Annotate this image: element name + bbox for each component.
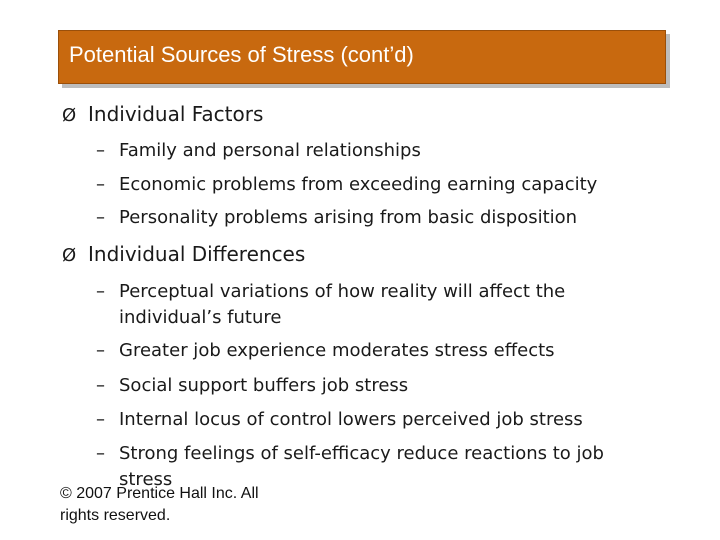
- dash-bullet: –: [96, 281, 105, 302]
- list-item: [96, 338, 656, 364]
- list-item-text: Internal locus of control lowers perceived job stress: [119, 409, 583, 430]
- section-heading-individual-differences: [62, 242, 305, 266]
- list-item-text: Strong feelings of self-efficacy reduce reactions to job stress: [119, 443, 604, 490]
- slide-title: Potential Sources of Stress (cont’d): [69, 42, 414, 67]
- list-item-text: Personality problems arising from basic disposition: [119, 207, 578, 228]
- list-item: [96, 205, 656, 231]
- list-item: [96, 138, 656, 164]
- list-item: [96, 172, 656, 198]
- dash-bullet: –: [96, 443, 105, 464]
- dash-bullet: –: [96, 174, 105, 195]
- list-item: [96, 407, 656, 433]
- list-item-text: Greater job experience moderates stress effects: [119, 340, 555, 361]
- arrow-bullet-icon: Ø: [62, 105, 77, 126]
- section-heading-label: Individual Differences: [88, 242, 306, 266]
- dash-bullet: –: [96, 409, 105, 430]
- section-heading-individual-factors: [62, 102, 263, 126]
- arrow-bullet-icon: Ø: [62, 245, 77, 266]
- section-heading-label: Individual Factors: [88, 102, 264, 126]
- list-item-text: Family and personal relationships: [119, 140, 421, 161]
- slide-title-bar: [58, 30, 666, 84]
- copyright-footer: © 2007 Prentice Hall Inc. All rights reserved.: [60, 485, 259, 524]
- dash-bullet: –: [96, 340, 105, 361]
- list-item: [96, 373, 656, 399]
- dash-bullet: –: [96, 375, 105, 396]
- dash-bullet: –: [96, 207, 105, 228]
- list-item-text: Economic problems from exceeding earning capacity: [119, 174, 598, 195]
- list-item-text: Social support buffers job stress: [119, 375, 409, 396]
- dash-bullet: –: [96, 140, 105, 161]
- list-item: [96, 279, 626, 331]
- list-item-text: Perceptual variations of how reality will affect the individual’s future: [119, 281, 566, 328]
